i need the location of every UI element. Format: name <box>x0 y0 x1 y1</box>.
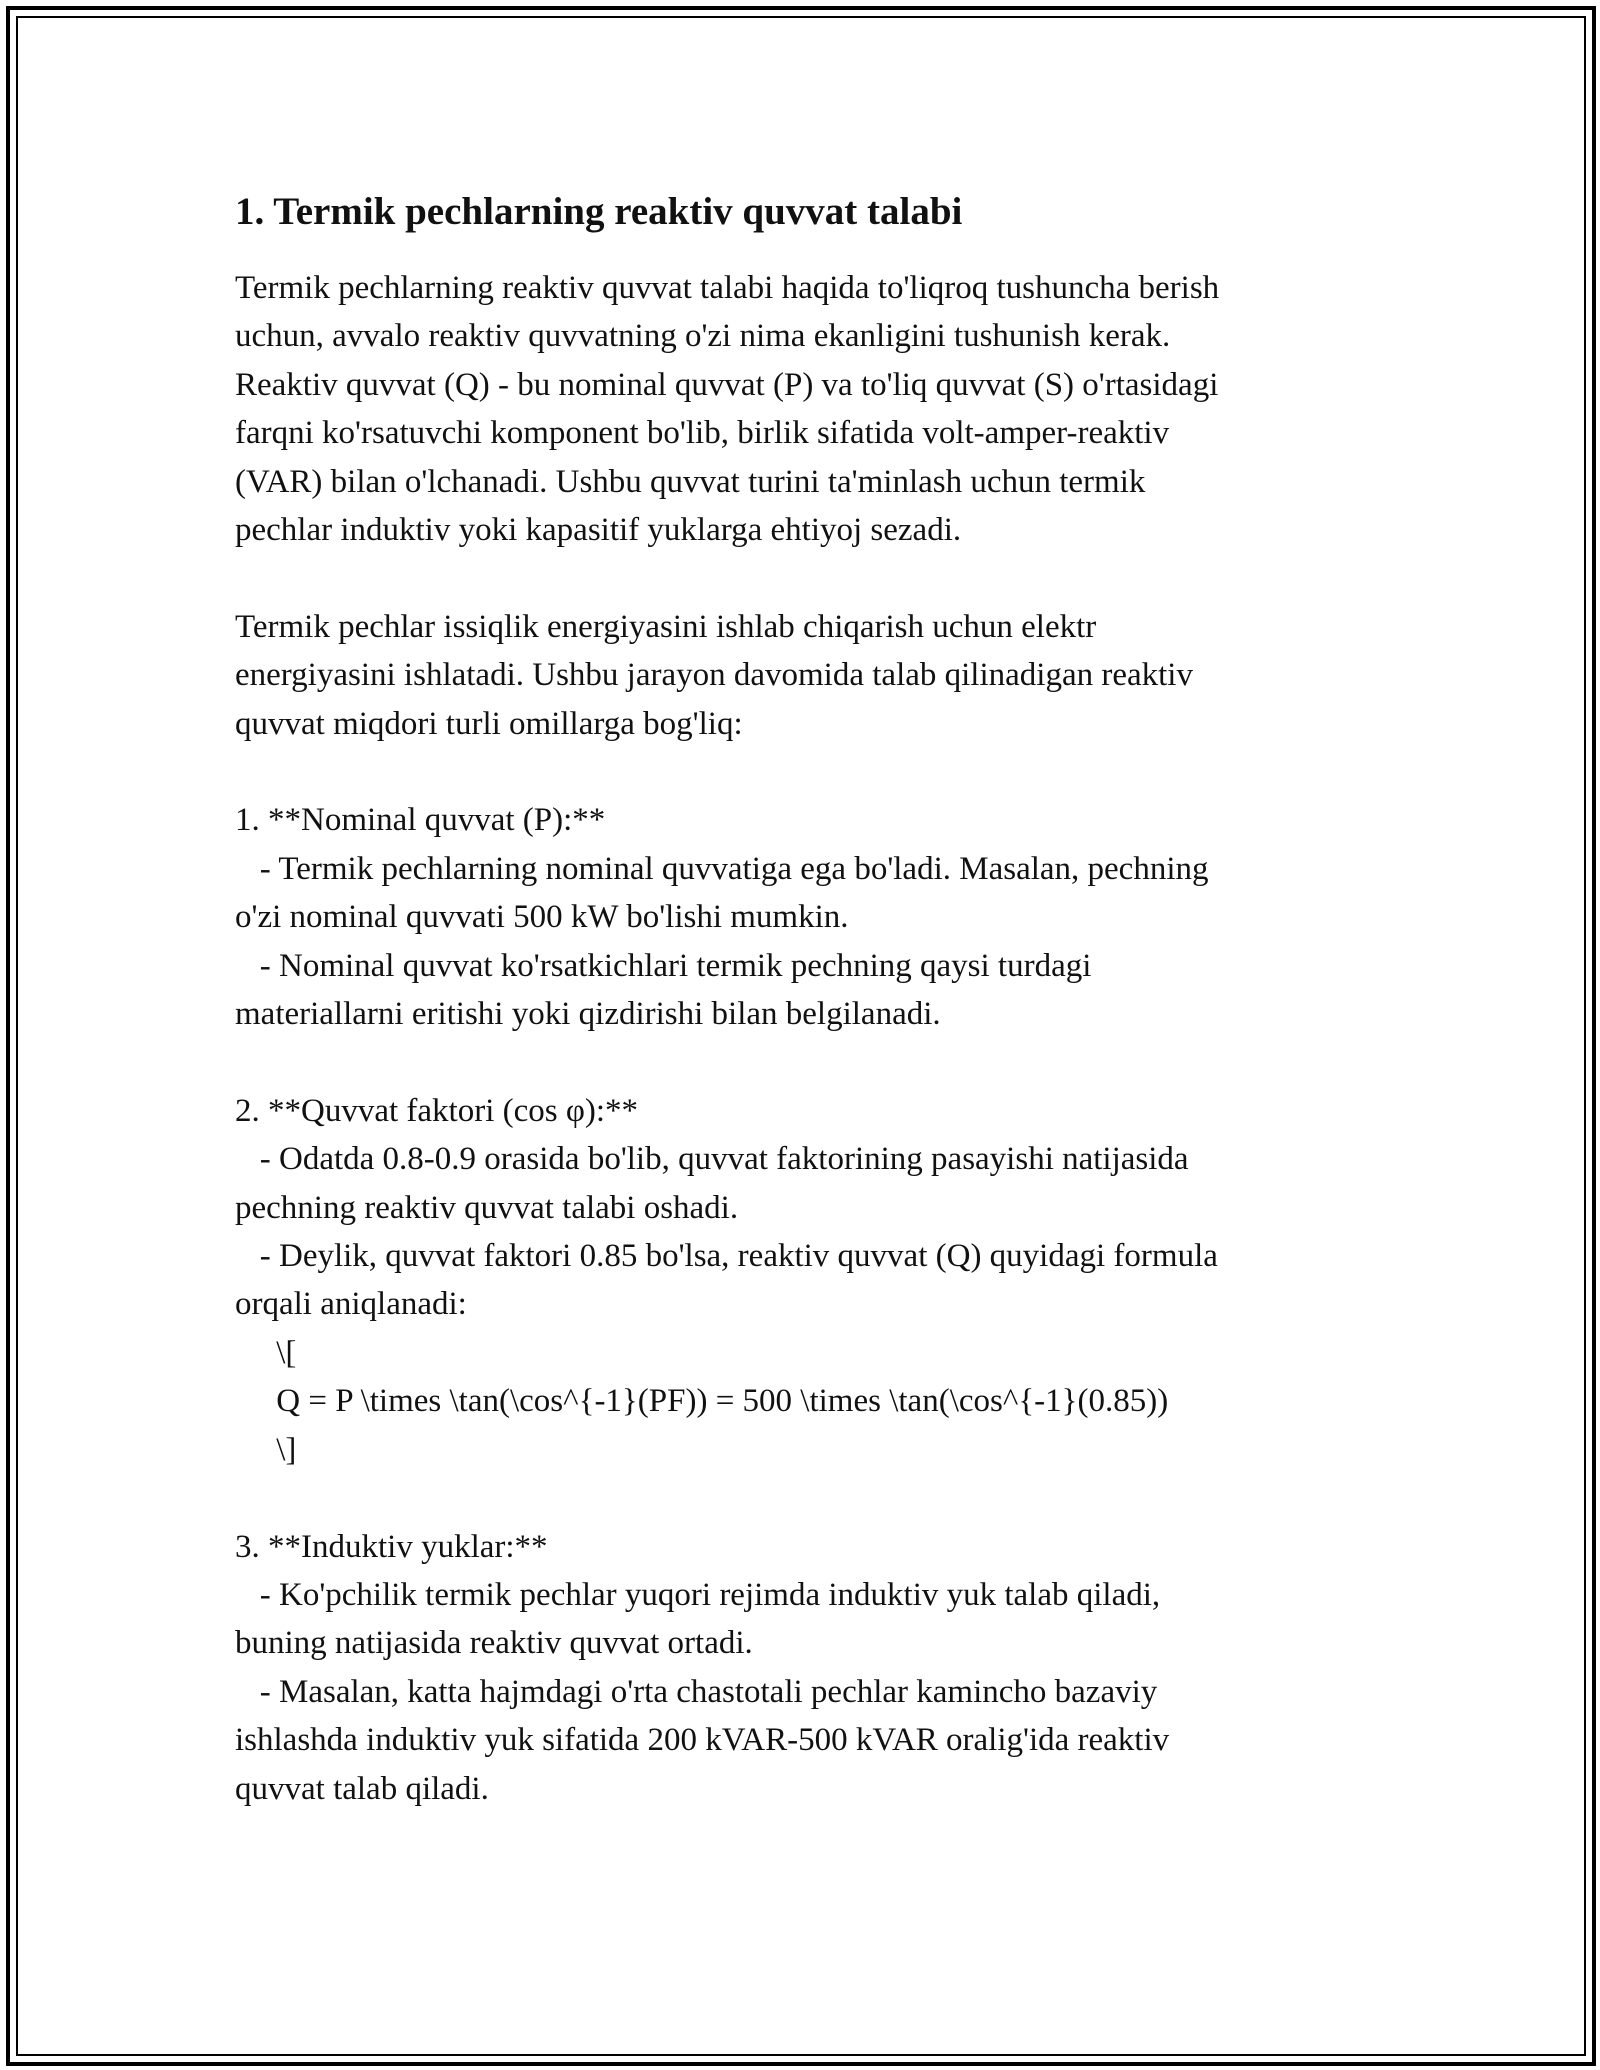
text-line: Reaktiv quvvat (Q) - bu nominal quvvat (P) va to'liq quvvat (S) o'rtasidagi <box>235 366 1219 403</box>
text-line: Q = P \times \tan(\cos^{-1}(PF)) = 500 \times \tan(\cos^{-1}(0.85)) <box>235 1383 1169 1420</box>
text-line: - Deylik, quvvat faktori 0.85 bo'lsa, reaktiv quvvat (Q) quyidagi formula <box>235 1238 1218 1275</box>
text-line: quvvat miqdori turli omillarga bog'liq: <box>235 705 743 742</box>
blank-line <box>235 1474 1365 1522</box>
text-line: - Odatda 0.8-0.9 orasida bo'lib, quvvat faktorining pasayishi natijasida <box>235 1141 1189 1178</box>
text-line: - Nominal quvvat ko'rsatkichlari termik pechning qaysi turdagi <box>235 947 1092 984</box>
text-line: energiyasini ishlatadi. Ushbu jarayon davomida talab qilinadigan reaktiv <box>235 657 1193 694</box>
blank-line <box>235 1038 1365 1086</box>
text-line: quvvat talab qiladi. <box>235 1770 489 1807</box>
text-lines <box>235 264 1365 1813</box>
blank-line <box>235 748 1365 796</box>
text-line: - Masalan, katta hajmdagi o'rta chastotali pechlar kamincho bazaviy <box>235 1673 1158 1710</box>
text-line: uchun, avvalo reaktiv quvvatning o'zi nima ekanligini tushunish kerak. <box>235 318 1171 355</box>
text-line: pechlar induktiv yoki kapasitif yuklarga ehtiyoj sezadi. <box>235 512 962 549</box>
text-line: 2. **Quvvat faktori (cos φ):** <box>235 1092 639 1129</box>
section-title: 1. Termik pechlarning reaktiv quvvat talabi <box>235 190 963 233</box>
text-line: \] <box>235 1431 297 1468</box>
text-line: \[ <box>235 1334 297 1371</box>
text-line: buning natijasida reaktiv quvvat ortadi. <box>235 1625 753 1662</box>
text-line: ishlashda induktiv yuk sifatida 200 kVAR-500 kVAR oralig'ida reaktiv <box>235 1722 1170 1759</box>
text-line: Termik pechlar issiqlik energiyasini ishlab chiqarish uchun elektr <box>235 608 1097 645</box>
text-line: materiallarni eritishi yoki qizdirishi bilan belgilanadi. <box>235 996 941 1033</box>
text-line: - Termik pechlarning nominal quvvatiga ega bo'ladi. Masalan, pechning <box>235 850 1209 887</box>
text-line: farqni ko'rsatuvchi komponent bo'lib, birlik sifatida volt-amper-reaktiv <box>235 415 1170 452</box>
document-body <box>235 184 1365 1813</box>
text-line: 1. **Nominal quvvat (P):** <box>235 802 606 839</box>
text-line: 3. **Induktiv yuklar:** <box>235 1528 548 1565</box>
blank-line <box>235 554 1365 602</box>
text-line: - Ko'pchilik termik pechlar yuqori rejimda induktiv yuk talab qiladi, <box>235 1576 1161 1613</box>
text-line: pechning reaktiv quvvat talabi oshadi. <box>235 1189 739 1226</box>
text-line: (VAR) bilan o'lchanadi. Ushbu quvvat turini ta'minlash uchun termik <box>235 463 1146 500</box>
text-line: o'zi nominal quvvati 500 kW bo'lishi mumkin. <box>235 899 849 936</box>
text-line: orqali aniqlanadi: <box>235 1286 467 1323</box>
text-line: Termik pechlarning reaktiv quvvat talabi haqida to'liqroq tushuncha berish <box>235 270 1220 306</box>
